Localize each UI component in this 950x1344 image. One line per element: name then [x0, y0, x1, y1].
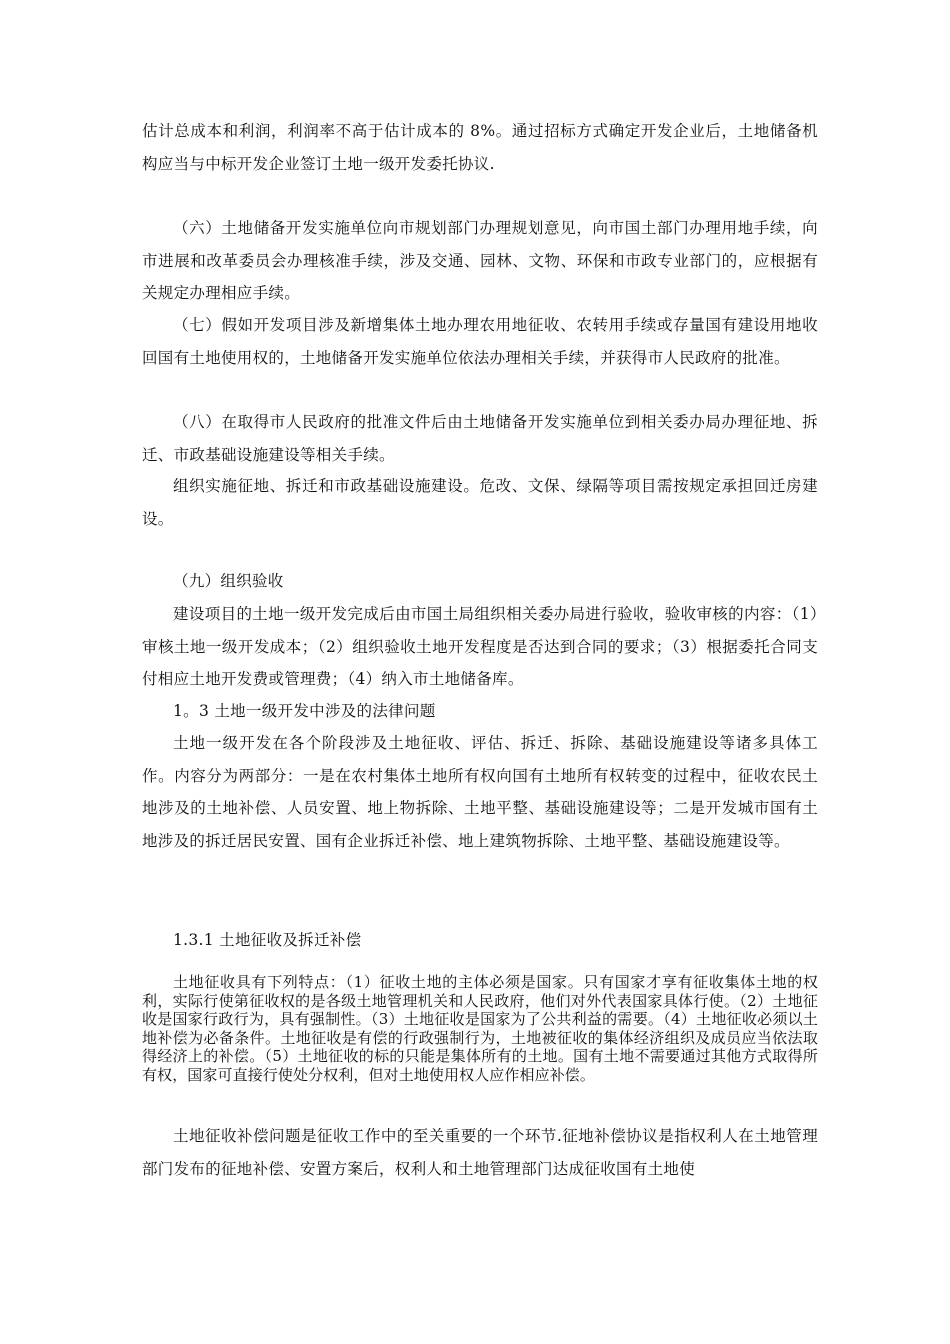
paragraph-compensation: 土地征收补偿问题是征收工作中的至关重要的一个环节.征地补偿协议是指权利人在土地管理部门发布的征地补偿、安置方案后，权利人和土地管理部门达成征收国有土地使	[142, 1127, 818, 1178]
section-heading-land-acquisition: 1.3.1 土地征收及拆迁补偿	[173, 931, 362, 949]
paragraph-step-six: （六）土地储备开发实施单位向市规划部门办理规划意见，向市国土部门办理用地手续，向市进展和改革委员会办理核准手续，涉及交通、园林、文物、环保和市政专业部门的，应根据有关规定办理相应手续。	[142, 219, 818, 302]
paragraph-acquisition-features: 土地征收具有下列特点：（1）征收土地的主体必须是国家。只有国家才享有征收集体土地的权利，实际行使第征收权的是各级土地管理机关和人民政府，他们对外代表国家具体行使。（2）土地征收是国家行政行为，具有强制性。（3）土地征收是国家为了公共利益的需要。（4）土地征收必须以土地补偿为必备条件。土地征收是有偿的行政强制行为，土地被征收的集体经济组织及成员应当依法取得经济上的补偿。（5）土地征收的标的只能是集体所有的土地。国有土地不需要通过其他方式取得所有权，国家可直接行使处分权利，但对土地使用权人应作相应补偿。	[142, 973, 818, 1084]
paragraph-acceptance: 建设项目的土地一级开发完成后由市国土局组织相关委办局进行验收，验收审核的内容：（1）审核土地一级开发成本；（2）组织验收土地开发程度是否达到合同的要求；（3）根据委托合同支付相应土地开发费或管理费；（4）纳入市土地储备库。	[142, 605, 818, 688]
paragraph-step-seven: （七）假如开发项目涉及新增集体土地办理农用地征收、农转用手续或存量国有建设用地收回国有土地使用权的，土地储备开发实施单位依法办理相关手续，并获得市人民政府的批准。	[142, 316, 818, 367]
paragraph-organize-implementation: 组织实施征地、拆迁和市政基础设施建设。危改、文保、绿隔等项目需按规定承担回迁房建设。	[142, 477, 818, 528]
paragraph-step-eight: （八）在取得市人民政府的批准文件后由土地储备开发实施单位到相关委办局办理征地、拆迁、市政基础设施建设等相关手续。	[142, 413, 818, 464]
paragraph-cost-profit: 估计总成本和利润，利润率不高于估计成本的 8%。通过招标方式确定开发企业后，土地储备机构应当与中标开发企业签订土地一级开发委托协议.	[142, 122, 818, 173]
paragraph-primary-development: 土地一级开发在各个阶段涉及土地征收、评估、拆迁、拆除、基础设施建设等诸多具体工作。内容分为两部分：一是在农村集体土地所有权向国有土地所有权转变的过程中，征收农民土地涉及的土地补偿、人员安置、地上物拆除、土地平整、基础设施建设等；二是开发城市国有土地涉及的拆迁居民安置、国有企业拆迁补偿、地上建筑物拆除、土地平整、基础设施建设等。	[142, 734, 818, 850]
section-heading-legal-issues: 1。3 土地一级开发中涉及的法律问题	[173, 702, 436, 720]
paragraph-step-nine-heading: （九）组织验收	[173, 572, 284, 590]
